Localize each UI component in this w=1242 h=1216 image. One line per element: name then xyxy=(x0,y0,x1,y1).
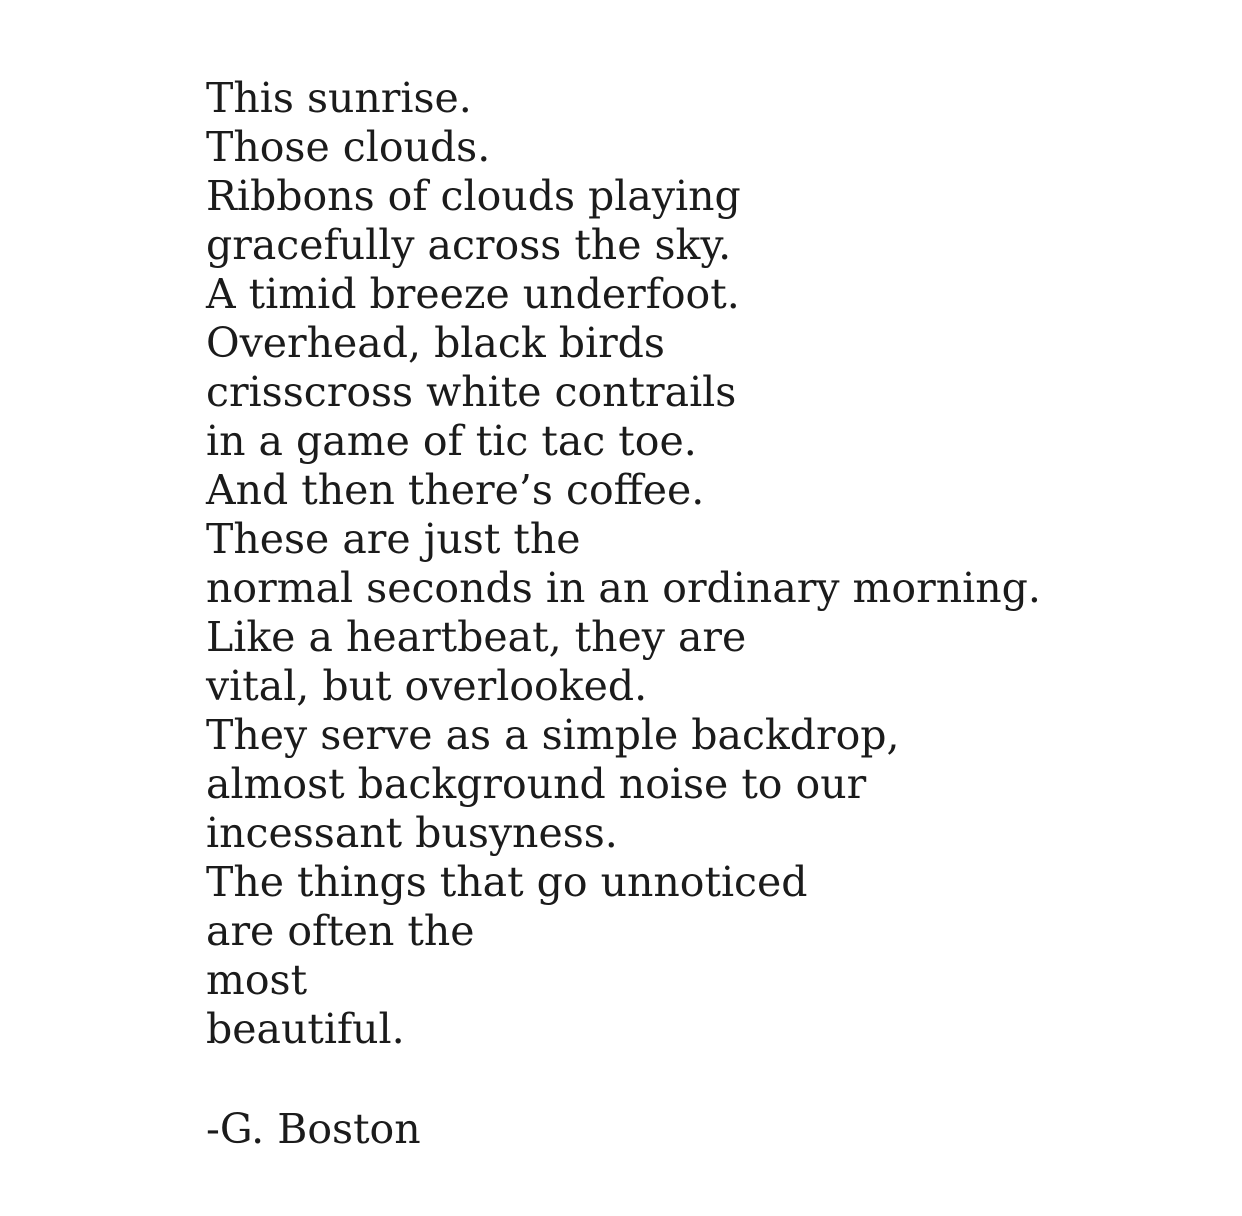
poem-line: almost background noise to our xyxy=(206,760,867,808)
poem-line: most xyxy=(206,956,308,1004)
poem-line: are often the xyxy=(206,907,475,955)
poem-line: normal seconds in an ordinary morning. xyxy=(206,564,1041,612)
poem-line: And then there’s coffee. xyxy=(206,466,705,514)
poem-line: They serve as a simple backdrop, xyxy=(206,711,900,759)
poem-line: beautiful. xyxy=(206,1005,405,1053)
poem-line: crisscross white contrails xyxy=(206,368,737,416)
poem-line: in a game of tic tac toe. xyxy=(206,417,697,465)
poem-line: Like a heartbeat, they are xyxy=(206,613,747,661)
poem-line: A timid breeze underfoot. xyxy=(206,270,740,318)
poem-line: Ribbons of clouds playing xyxy=(206,172,741,220)
poem-signature: -G. Boston xyxy=(206,1105,421,1153)
poem-line: These are just the xyxy=(206,515,581,563)
poem-line: Those clouds. xyxy=(206,123,491,171)
poem-line: This sunrise. xyxy=(206,74,472,122)
poem-text-block xyxy=(206,74,1041,1154)
poem-line: The things that go unnoticed xyxy=(206,858,808,906)
poem-line: Overhead, black birds xyxy=(206,319,665,367)
poem-line: vital, but overlooked. xyxy=(206,662,648,710)
poem-line: incessant busyness. xyxy=(206,809,618,857)
poem-line: gracefully across the sky. xyxy=(206,221,732,269)
